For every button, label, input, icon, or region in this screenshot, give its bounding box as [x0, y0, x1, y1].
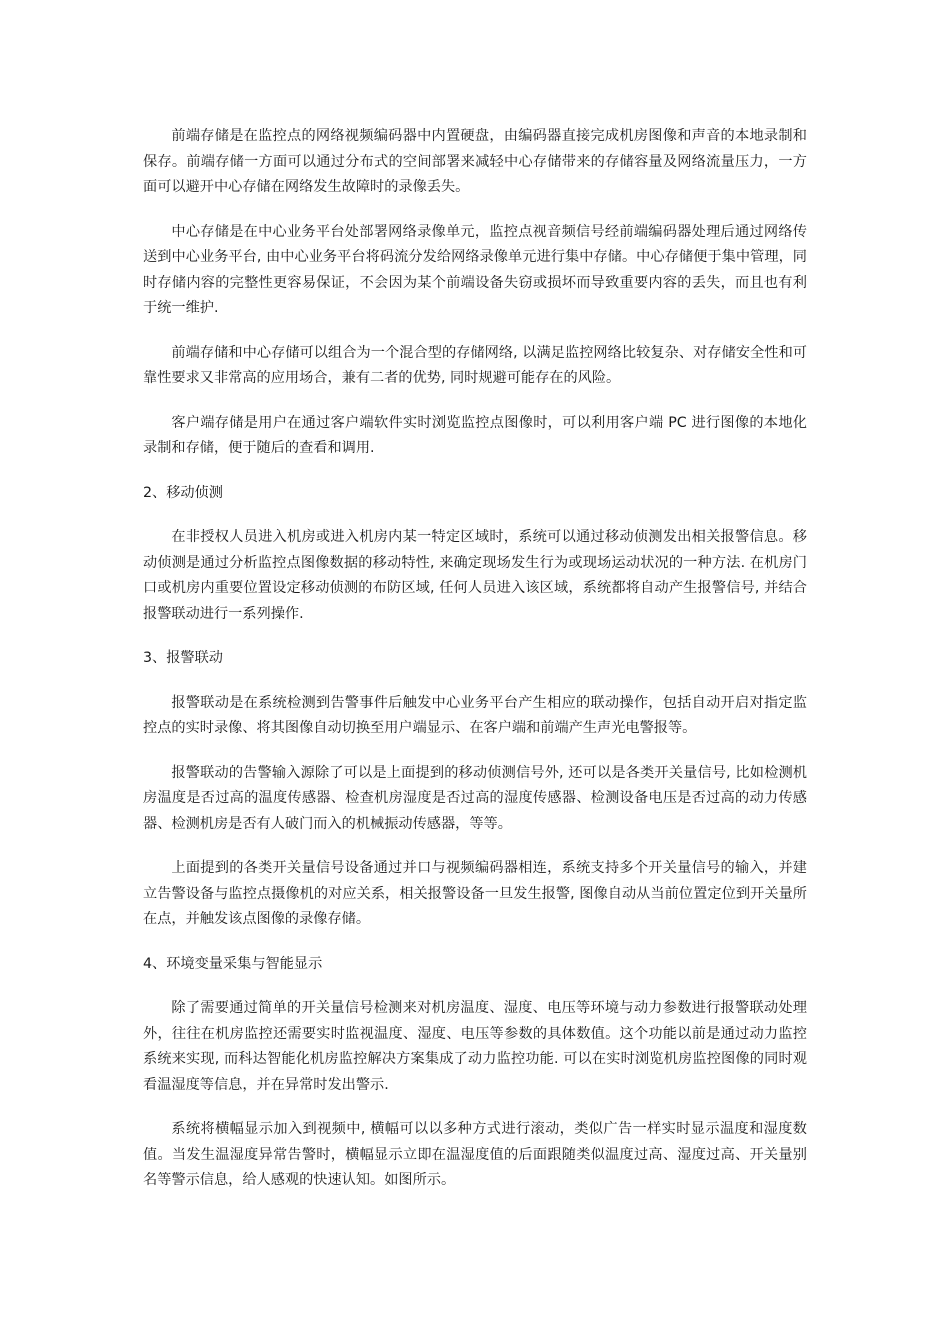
paragraph-alarm-input-sources: 报警联动的告警输入源除了可以是上面提到的移动侦测信号外, 还可以是各类开关量信号, 比如检测机房温度是否过高的温度传感器、检查机房湿度是否过高的湿度传感器、检测设备电压是否过高的动力传感器、检测机房是否有人破门而入的机械振动传感器，等等。 — [143, 764, 807, 832]
paragraph-central-storage: 中心存储是在中心业务平台处部署网络录像单元，监控点视音频信号经前端编码器处理后通过网络传送到中心业务平台, 由中心业务平台将码流分发给网络录像单元进行集中存储。中心存储便于集中管理，同时存储内容的完整性更容易保证，不会因为某个前端设备失窃或损坏而导致重要内容的丢失，而且也有利于统一维护. — [143, 223, 807, 316]
paragraph-environment-parameters: 除了需要通过简单的开关量信号检测来对机房温度、湿度、电压等环境与动力参数进行报警联动处理外，往往在机房监控还需要实时监视温度、湿度、电压等参数的具体数值。这个功能以前是通过动力监控系统来实现, 而科达智能化机房监控解决方案集成了动力监控功能. 可以在实时浏览机房监控图像的同时观看温湿度等信息，并在异常时发出警示. — [143, 1000, 807, 1093]
paragraph-front-end-storage: 前端存储是在监控点的网络视频编码器中内置硬盘，由编码器直接完成机房图像和声音的本地录制和保存。前端存储一方面可以通过分布式的空间部署来减轻中心存储带来的存储容量及网络流量压力，一方面可以避开中心存储在网络发生故障时的录像丢失。 — [143, 128, 807, 195]
paragraph-motion-detection: 在非授权人员进入机房或进入机房内某一特定区域时，系统可以通过移动侦测发出相关报警信息。移动侦测是通过分析监控点图像数据的移动特性, 来确定现场发生行为或现场运动状况的一种方法. 在机房门口或机房内重要位置设定移动侦测的布防区域, 任何人员进入该区域，系统都将自动产生报警信号, 并结合报警联动进行一系列操作. — [143, 529, 807, 622]
paragraph-banner-display: 系统将横幅显示加入到视频中, 横幅可以以多种方式进行滚动，类似广告一样实时显示温度和湿度数值。当发生温湿度异常告警时，横幅显示立即在温湿度值的后面跟随类似温度过高、湿度过高、开关量别名等警示信息，给人感观的快速认知。如图所示。 — [143, 1121, 807, 1188]
section-heading-motion-detection: 2、移动侦测 — [143, 484, 223, 501]
section-heading-alarm-linkage: 3、报警联动 — [143, 650, 223, 666]
document-body — [143, 124, 807, 1213]
paragraph-client-storage: 客户端存储是用户在通过客户端软件实时浏览监控点图像时，可以利用客户端 PC 进行图像的本地化录制和存储，便于随后的查看和调用. — [143, 414, 807, 456]
paragraph-switch-signal-devices: 上面提到的各类开关量信号设备通过并口与视频编码器相连，系统支持多个开关量信号的输入，并建立告警设备与监控点摄像机的对应关系，相关报警设备一旦发生报警, 图像自动从当前位置定位到开关量所在点，并触发该点图像的录像存储。 — [143, 860, 807, 927]
paragraph-alarm-linkage: 报警联动是在系统检测到告警事件后触发中心业务平台产生相应的联动操作，包括自动开启对指定监控点的实时录像、将其图像自动切换至用户端显示、在客户端和前端产生声光电警报等。 — [143, 694, 807, 736]
paragraph-hybrid-storage: 前端存储和中心存储可以组合为一个混合型的存储网络, 以满足监控网络比较复杂、对存储安全性和可靠性要求又非常高的应用场合，兼有二者的优势, 同时规避可能存在的风险。 — [143, 344, 807, 386]
section-heading-environment-monitoring: 4、环境变量采集与智能显示 — [143, 955, 323, 972]
